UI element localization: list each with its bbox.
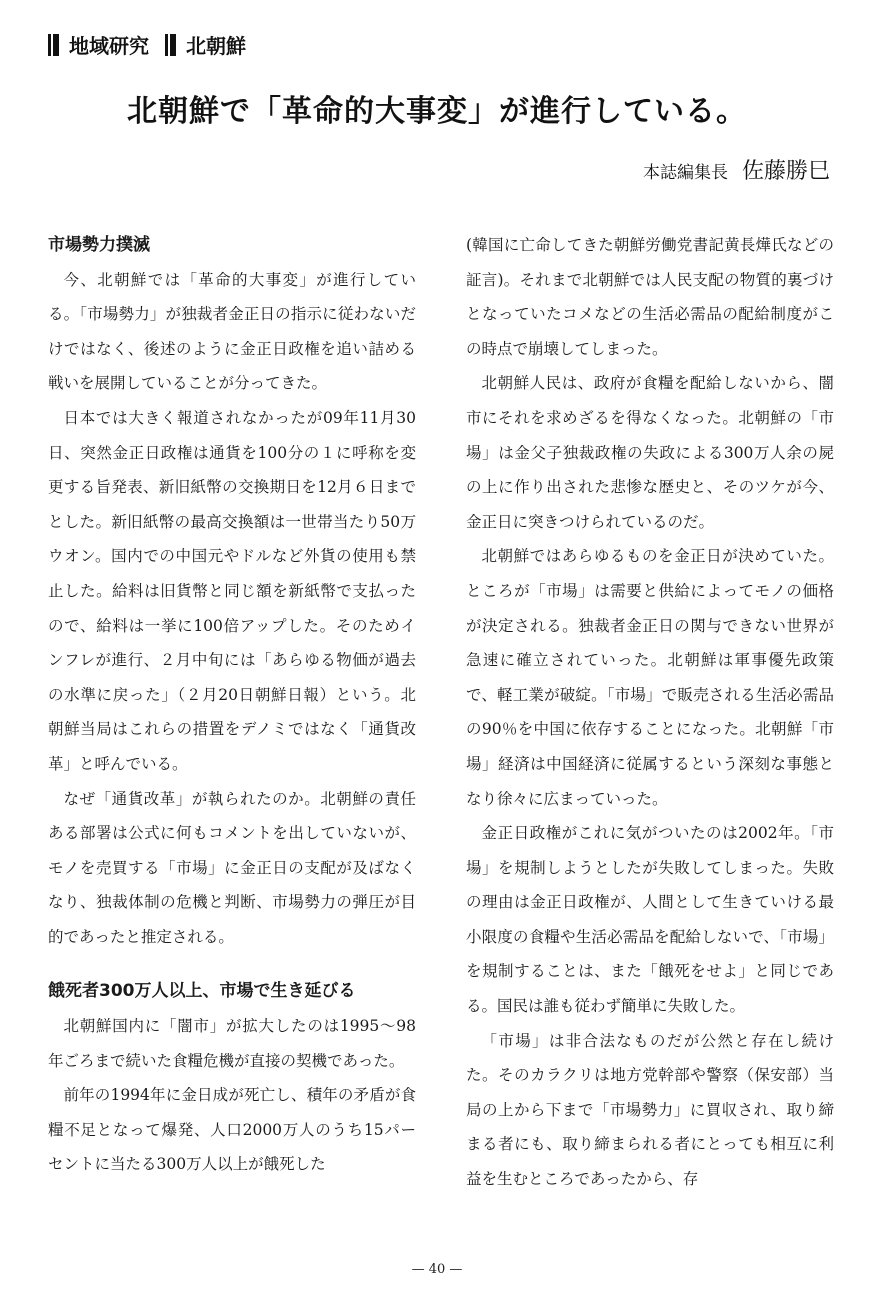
section-heading: 市場勢力撲滅 bbox=[48, 235, 150, 255]
paragraph: 今、北朝鮮では「革命的大事変」が進行している。「市場勢力」が独裁者金正日の指示に従わないだけではなく、後述のように金正日政権を追い詰める戦いを展開していることが分ってきた。 bbox=[48, 270, 416, 393]
paragraph: 北朝鮮ではあらゆるものを金正日が決めていた。ところが「市場」は需要と供給によってモノの価格が決定される。独裁者金正日の関与できない世界が急速に確立されていった。北朝鮮は軍事優先政策で、軽工業が破綻。「市場」で販売される生活必需品の90％を中国に依存することになった。北朝鮮「市場」経済は中国経済に従属するという深刻な事態となり徐々に広まっていった。 bbox=[466, 547, 834, 808]
paragraph: 前年の1994年に金日成が死亡し、積年の矛盾が食糧不足となって爆発、人口2000万人のうち15パーセントに当たる300万人以上が餓死した bbox=[48, 1086, 416, 1174]
byline bbox=[643, 154, 830, 185]
left-column bbox=[48, 228, 416, 1182]
section-heading: 餓死者300万人以上、市場で生き延びる bbox=[48, 981, 356, 1002]
paragraph: (韓国に亡命してきた朝鮮労働党書記黄長燁氏などの証言)。それまで北朝鮮では人民支配の物質的裏づけとなっていたコメなどの生活必需品の配給制度がこの時点で崩壊してしまった。 bbox=[466, 236, 834, 358]
paragraph: 「市場」は非合法なものだが公然と存在し続けた。そのカラクリは地方党幹部や警察（保安部）当局の上から下まで「市場勢力」に買収され、取り締まる者にも、取り締まられる者にとっても相互に利益を生むところであったから、存 bbox=[466, 1031, 834, 1189]
section-header bbox=[48, 30, 246, 59]
article-title: 北朝鮮で「革命的大事変」が進行している。 bbox=[127, 94, 747, 129]
author-name: 佐藤勝巳 bbox=[741, 159, 830, 184]
category-label: 地域研究 bbox=[69, 34, 149, 58]
paragraph: 北朝鮮国内に「闇市」が拡大したのは1995～98年ごろまで続いた食糧危機が直接の契機であった。 bbox=[48, 1017, 416, 1070]
page-number: — 40 — bbox=[411, 1262, 463, 1277]
right-column bbox=[466, 228, 834, 1197]
double-bar-icon bbox=[165, 34, 176, 56]
subcategory-label: 北朝鮮 bbox=[186, 34, 246, 58]
paragraph: なぜ「通貨改革」が執られたのか。北朝鮮の責任ある部署は公式に何もコメントを出していないが、モノを売買する「市場」に金正日の支配が及ばなくなり、独裁体制の危機と判断、市場勢力の弾圧が目的であったと推定される。 bbox=[48, 789, 416, 946]
paragraph: 北朝鮮人民は、政府が食糧を配給しないから、闇市にそれを求めざるを得なくなった。北朝鮮の「市場」は金父子独裁政権の失政による300万人余の屍の上に作り出された悲惨な歴史と、そのツケが今、金正日に突きつけられているのだ。 bbox=[466, 374, 834, 531]
paragraph: 日本では大きく報道されなかったが09年11月30日、突然金正日政権は通貨を100分の１に呼称を変更する旨発表、新旧紙幣の交換期日を12月６日までとした。新旧紙幣の最高交換額は一世帯当たり50万ウオン。国内での中国元やドルなど外貨の使用も禁止した。給料は旧貨幣と同じ額を新紙幣で支払ったので、給料は一挙に100倍アップした。そのためインフレが進行、２月中旬には「あらゆる物価が過去の水準に戻った」（２月20日朝鮮日報）という。北朝鮮当局はこれらの措置をデノミではなく「通貨改革」と呼んでいる。 bbox=[48, 408, 416, 773]
author-role: 本誌編集長 bbox=[642, 163, 728, 183]
double-bar-icon bbox=[48, 34, 59, 56]
paragraph: 金正日政権がこれに気がついたのは2002年。「市場」を規制しようとしたが失敗してしまった。失敗の理由は金正日政権が、人間として生きていける最小限度の食糧や生活必需品を配給しないで、「市場」を規制することは、また「餓死をせよ」と同じである。国民は誰も従わず簡単に失敗した。 bbox=[466, 824, 834, 1016]
